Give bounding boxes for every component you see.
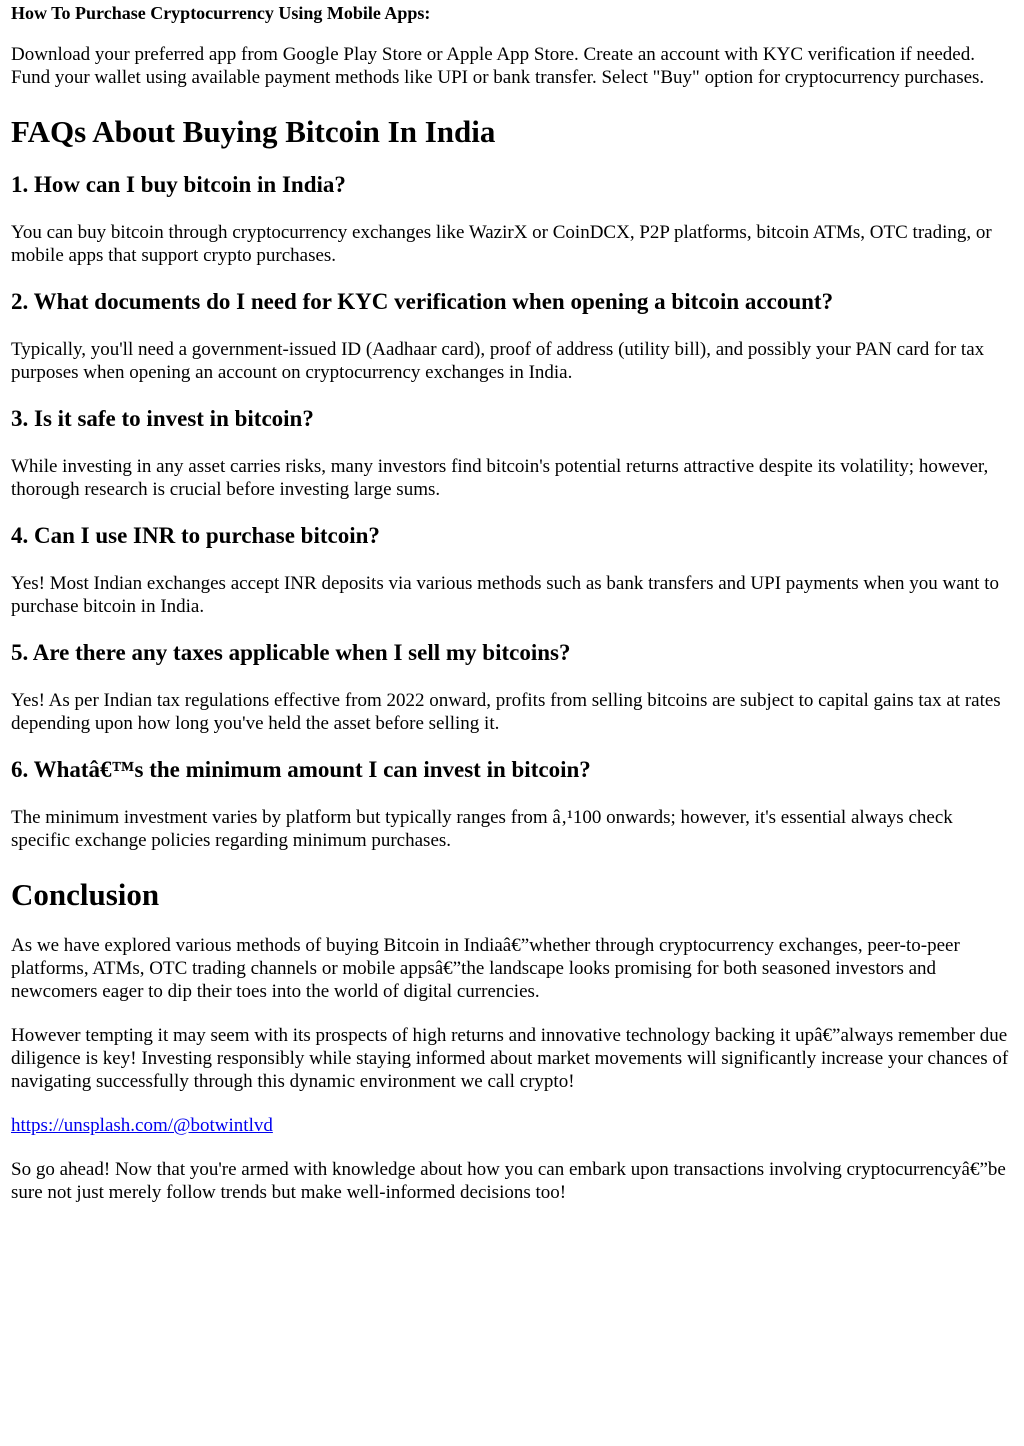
- faq-item: [11, 639, 1011, 735]
- faq-answer: Yes! As per Indian tax regulations effective from 2022 onward, profits from selling bitcoins are subject to capital gains tax at rates depending upon how long you've held the asset before selling it.: [11, 690, 1001, 734]
- mobile-apps-heading: How To Purchase Cryptocurrency Using Mobile Apps:: [11, 3, 431, 23]
- faq-answer: Yes! Most Indian exchanges accept INR deposits via various methods such as bank transfers and UPI payments when you want to purchase bitcoin in India.: [11, 573, 999, 617]
- unsplash-link[interactable]: https://unsplash.com/@botwintlvd: [11, 1115, 273, 1136]
- faq-list: [11, 171, 1011, 852]
- faq-question: 2. What documents do I need for KYC verification when opening a bitcoin account?: [11, 289, 834, 314]
- faq-item: [11, 756, 1011, 852]
- mobile-apps-text: Download your preferred app from Google Play Store or Apple App Store. Create an account with KYC verification if needed. Fund your wallet using available payment methods like UPI or bank transfer. Select "Buy" option for cryptocurrency purchases.: [11, 44, 985, 88]
- faq-answer: The minimum investment varies by platform but typically ranges from â‚¹100 onwards; however, it's essential always check specific exchange policies regarding minimum purchases.: [11, 807, 953, 851]
- conclusion-paragraph-1: As we have explored various methods of buying Bitcoin in Indiaâ€”whether through cryptocurrency exchanges, peer-to-peer platforms, ATMs, OTC trading channels or mobile appsâ€”the landscape looks promising for both seasoned investors and newcomers eager to dip their toes into the world of digital currencies.: [11, 935, 960, 1002]
- conclusion-paragraph-2: However tempting it may seem with its prospects of high returns and innovative technology backing it upâ€”always remember due diligence is key! Investing responsibly while staying informed about market movements will significantly increase your chances of navigating successfully through this dynamic environment we call crypto!: [11, 1025, 1009, 1092]
- faqs-title: FAQs About Buying Bitcoin In India: [11, 114, 496, 149]
- article-body: [11, 0, 1011, 1225]
- link-paragraph: [11, 1114, 1011, 1137]
- faq-item: [11, 171, 1011, 267]
- faq-answer: While investing in any asset carries risks, many investors find bitcoin's potential returns attractive despite its volatility; however, thorough research is crucial before investing large sums.: [11, 456, 989, 500]
- faq-item: [11, 522, 1011, 618]
- conclusion-title: Conclusion: [11, 877, 160, 912]
- faq-question: 5. Are there any taxes applicable when I sell my bitcoins?: [11, 640, 571, 665]
- faq-question: 6. Whatâ€™s the minimum amount I can invest in bitcoin?: [11, 757, 591, 782]
- faq-item: [11, 288, 1011, 384]
- faq-item: [11, 405, 1011, 501]
- faq-answer: Typically, you'll need a government-issued ID (Aadhaar card), proof of address (utility bill), and possibly your PAN card for tax purposes when opening an account on cryptocurrency exchanges in India.: [11, 339, 985, 383]
- faq-question: 1. How can I buy bitcoin in India?: [11, 172, 346, 197]
- faq-question: 4. Can I use INR to purchase bitcoin?: [11, 523, 380, 548]
- faq-answer: You can buy bitcoin through cryptocurrency exchanges like WazirX or CoinDCX, P2P platforms, bitcoin ATMs, OTC trading, or mobile apps that support crypto purchases.: [11, 222, 992, 266]
- faq-question: 3. Is it safe to invest in bitcoin?: [11, 406, 314, 431]
- conclusion-paragraph-3: So go ahead! Now that you're armed with knowledge about how you can embark upon transactions involving cryptocurrencyâ€”be sure not just merely follow trends but make well-informed decisions too!: [11, 1159, 1006, 1203]
